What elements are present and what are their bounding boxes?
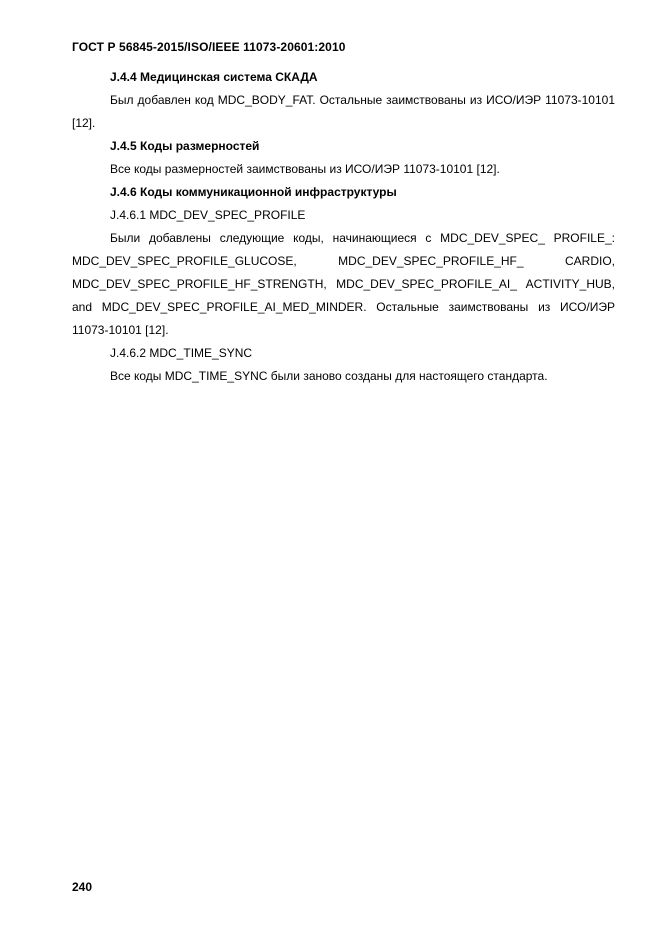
document-header: ГОСТ Р 56845-2015/ISO/IEEE 11073-20601:2010 [72,40,346,54]
subsection-text-j461: Были добавлены следующие коды, начинающиеся с MDC_DEV_SPEC_ PROFILE_: MDC_DEV_SPEC_PROFILE_GLUCOSE, MDC_DEV_SPEC_PROFILE_HF_ CARDIO, MDC_DEV_SPEC_PROFILE_HF_STRENGTH, MDC_DEV_SPEC_PROFILE_AI_ ACTIVITY_HUB, and MDC_DEV_SPEC_PROFILE_AI_MED_MINDER. Остальные заимствованы из ИСО/ИЭР 11073-10101 [12]. [72,231,615,337]
section-text-j44: Был добавлен код MDC_BODY_FAT. Остальные заимствованы из ИСО/ИЭР 11073-10101 [12]. [72,93,615,130]
page-number: 240 [72,880,93,894]
subsection-title-j462: J.4.6.2 MDC_TIME_SYNC [110,346,253,360]
section-heading-j44: J.4.4 Медицинская система СКАДА [110,70,318,84]
subsection-text-j462: Все коды MDC_TIME_SYNC были заново созданы для настоящего стандарта. [110,369,548,383]
subsection-title-j461: J.4.6.1 MDC_DEV_SPEC_PROFILE [110,208,306,222]
section-heading-j46: J.4.6 Коды коммуникационной инфраструктуры [110,185,397,199]
document-body [72,66,615,388]
section-heading-j45: J.4.5 Коды размерностей [110,139,260,153]
section-text-j45: Все коды размерностей заимствованы из ИСО/ИЭР 11073-10101 [12]. [110,162,500,176]
